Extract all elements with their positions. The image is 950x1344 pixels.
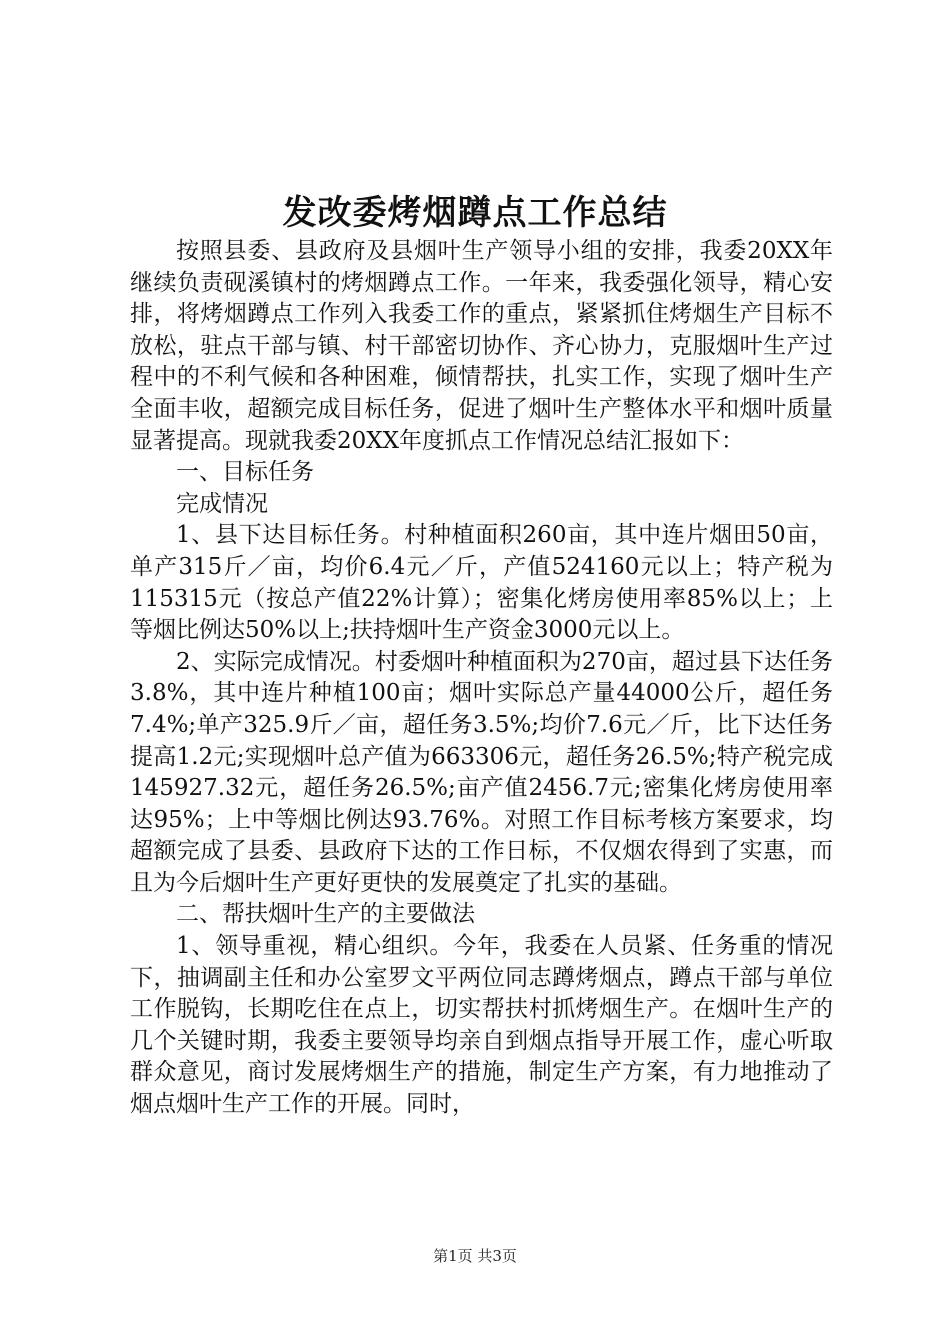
paragraph-leadership: 1、领导重视，精心组织。今年，我委在人员紧、任务重的情况下，抽调副主任和办公室罗文平两位同志蹲烤烟点，蹲点干部与单位工作脱钩，长期吃住在点上，切实帮扶村抓烤烟生产。在烟叶生产的几个关键时期，我委主要领导均亲自到烟点指导开展工作，虚心听取群众意见，商讨发展烤烟生产的措施，制定生产方案，有力地推动了烟点烟叶生产工作的开展。同时， — [130, 933, 833, 1118]
paragraph-county-targets: 1、县下达目标任务。村种植面积260亩，其中连片烟田50亩，单产315斤／亩，均价6.4元／斤，产值524160元以上；特产税为115315元（按总产值22%计算）；密集化烤房使用率85%以上；上等烟比例达50%以上;扶持烟叶生产资金3000元以上。 — [130, 522, 833, 644]
section-heading-goals: 一、目标任务 — [176, 459, 314, 486]
document-body — [130, 236, 833, 1121]
intro-paragraph: 按照县委、县政府及县烟叶生产领导小组的安排，我委20XX年继续负责砚溪镇村的烤烟蹲点工作。一年来，我委强化领导，精心安排，将烤烟蹲点工作列入我委工作的重点，紧紧抓住烤烟生产目标不放松，驻点干部与镇、村干部密切协作、齐心协力，克服烟叶生产过程中的不利气候和各种困难，倾情帮扶，扎实工作，实现了烟叶生产全面丰收，超额完成目标任务，促进了烟叶生产整体水平和烟叶质量显著提高。现就我委20XX年度抓点工作情况总结汇报如下： — [130, 238, 833, 454]
page-number-footer: 第1页 共3页 — [433, 1247, 517, 1265]
document-title: 发改委烤烟蹲点工作总结 — [282, 193, 668, 233]
paragraph-actual-completion: 2、实际完成情况。村委烟叶种植面积为270亩，超过县下达任务3.8%，其中连片种植100亩；烟叶实际总产量44000公斤，超任务7.4%;单产325.9斤／亩，超任务3.5%;均价7.6元／斤，比下达任务提高1.2元;实现烟叶总产值为663306元，超任务26.5%;特产税完成145927.32元，超任务26.5%;亩产值2456.7元;密集化烤房使用率达95%；上中等烟比例达93.76%。对照工作目标考核方案要求，均超额完成了县委、县政府下达的工作日标，不仅烟农得到了实惠，而且为今后烟叶生产更好更快的发展奠定了扎实的基础。 — [130, 648, 833, 896]
section-heading-methods: 二、帮扶烟叶生产的主要做法 — [176, 901, 475, 928]
subheading-completion: 完成情况 — [176, 490, 268, 517]
